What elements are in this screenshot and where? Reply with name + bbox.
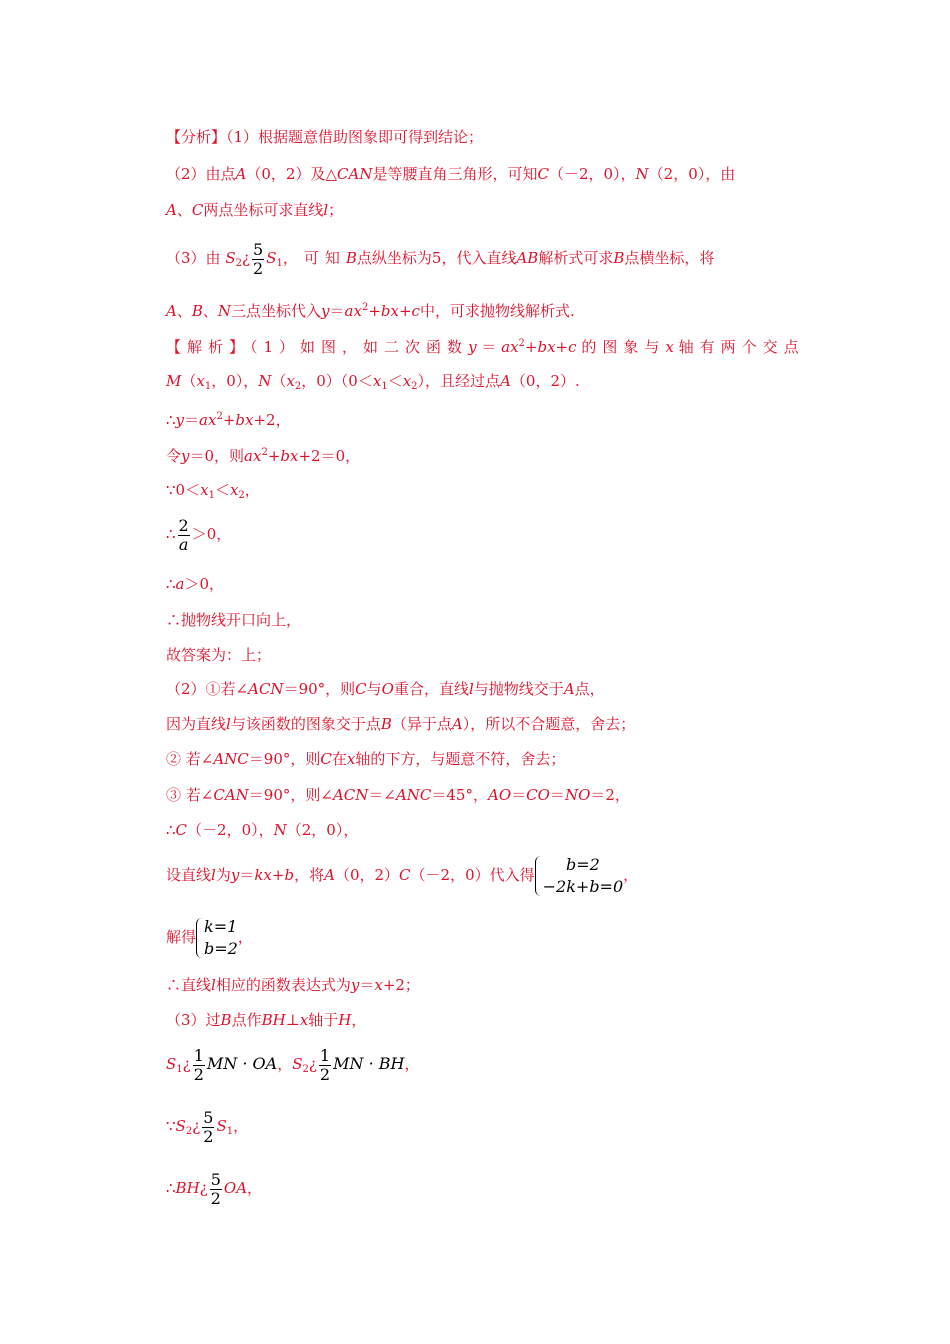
- solution-line-15: 设直线l为y＝kx+b，将A（0，2）C（－2，0）代入得 b=2 −2k+b=0 ，: [166, 855, 639, 896]
- left-brace: [535, 856, 542, 896]
- fraction-5-2: $\frac{5}{2}$: [253, 239, 264, 278]
- solution-line-11: 因为直线l与该函数的图象交于点B（异于点A），所以不合题意，舍去；: [166, 715, 636, 733]
- fraction-1-2: $\frac{1}{2}$: [319, 1045, 331, 1084]
- equation-system-solution: k=1 b=2: [196, 916, 238, 960]
- fraction-5-2: $\frac{5}{2}$: [210, 1169, 221, 1208]
- solution-line-9: 故答案为：上；: [166, 646, 272, 664]
- solution-line-14: ∴C（－2，0），N（2，0），: [166, 821, 359, 839]
- solution-label: 【解析】: [166, 338, 251, 356]
- solution-line-2: $M(x_1$，0），$N(x_2$，$0)(0<x_1<x_2)$，且经过点A（0，2）.: [166, 372, 580, 392]
- solution-line-10: （2）①若∠ACN＝90°，则C与O重合，直线l与抛物线交于A点，: [166, 680, 605, 698]
- analysis-label: 【分析】: [166, 128, 227, 146]
- solution-line-18: （3）过B点作BH⊥x轴于H，: [166, 1011, 367, 1029]
- solution-line-1: 【解析】（1）如图，如二次函数$y = ax^2+bx+c$ 的图象与x 轴有两个交点: [166, 338, 805, 356]
- left-brace: [196, 918, 203, 958]
- solution-line-5: $\because 0<x_1<x_2$，: [166, 481, 260, 501]
- solution-line-8: ∴抛物线开口向上，: [166, 611, 302, 629]
- fraction-1-2: $\frac{1}{2}$: [193, 1045, 204, 1084]
- solution-line-7: ∴a＞0，: [166, 575, 225, 593]
- solution-line-13: ③ 若∠CAN＝90°，则∠ACN＝∠ANC＝45°，AO＝CO＝NO＝2，: [166, 786, 630, 804]
- fraction-2-a: $\frac{2}{a}$: [178, 515, 189, 554]
- solution-line-17: ∴直线l相应的函数表达式为y＝x+2；: [166, 976, 420, 994]
- analysis-line-4: （3）由 $S_2¿$ $\frac{5}{2}$ $S_1$，可知B点纵坐标为5，代入直线AB解析式可求B点横坐标，将: [166, 239, 715, 278]
- equation-system-substitute: b=2 −2k+b=0: [535, 854, 624, 898]
- fraction-5-2: $\frac{5}{2}$: [203, 1107, 214, 1146]
- solution-line-4: 令y＝0，则$ax^2+bx+2=0$，: [166, 447, 361, 465]
- solution-line-3: $\therefore y=ax^2+bx+2$，: [166, 411, 291, 429]
- solution-line-20: $\because S_2¿$ $\frac{5}{2}$ $S_1$，: [166, 1107, 249, 1146]
- analysis-line-3: A、C两点坐标可求直线l；: [166, 201, 344, 219]
- solution-line-6: ∴ $\frac{2}{a}$ ＞0，: [166, 515, 232, 554]
- solution-line-19: $S_1¿$ $\frac{1}{2}$ MN · OA，$S_2¿$ $\frac{1}{2}$ MN · BH，: [166, 1045, 420, 1084]
- solution-line-21: ∴BH¿ $\frac{5}{2}$ OA，: [166, 1169, 263, 1208]
- analysis-line-2: （2）由点A（0，2）及△CAN是等腰直角三角形，可知C（－2，0），N（2，0），由: [166, 165, 736, 183]
- analysis-line-1: 【分析】（1）根据题意借助图象即可得到结论；: [166, 128, 484, 146]
- solution-line-16: 解得 k=1 b=2 ，: [166, 917, 253, 958]
- solution-line-12: ② 若∠ANC＝90°，则C在x轴的下方，与题意不符，舍去；: [166, 750, 566, 768]
- analysis-line-5: A、B、N三点坐标代入$y=ax^2+bx+c$中，可求抛物线解析式.: [166, 302, 575, 320]
